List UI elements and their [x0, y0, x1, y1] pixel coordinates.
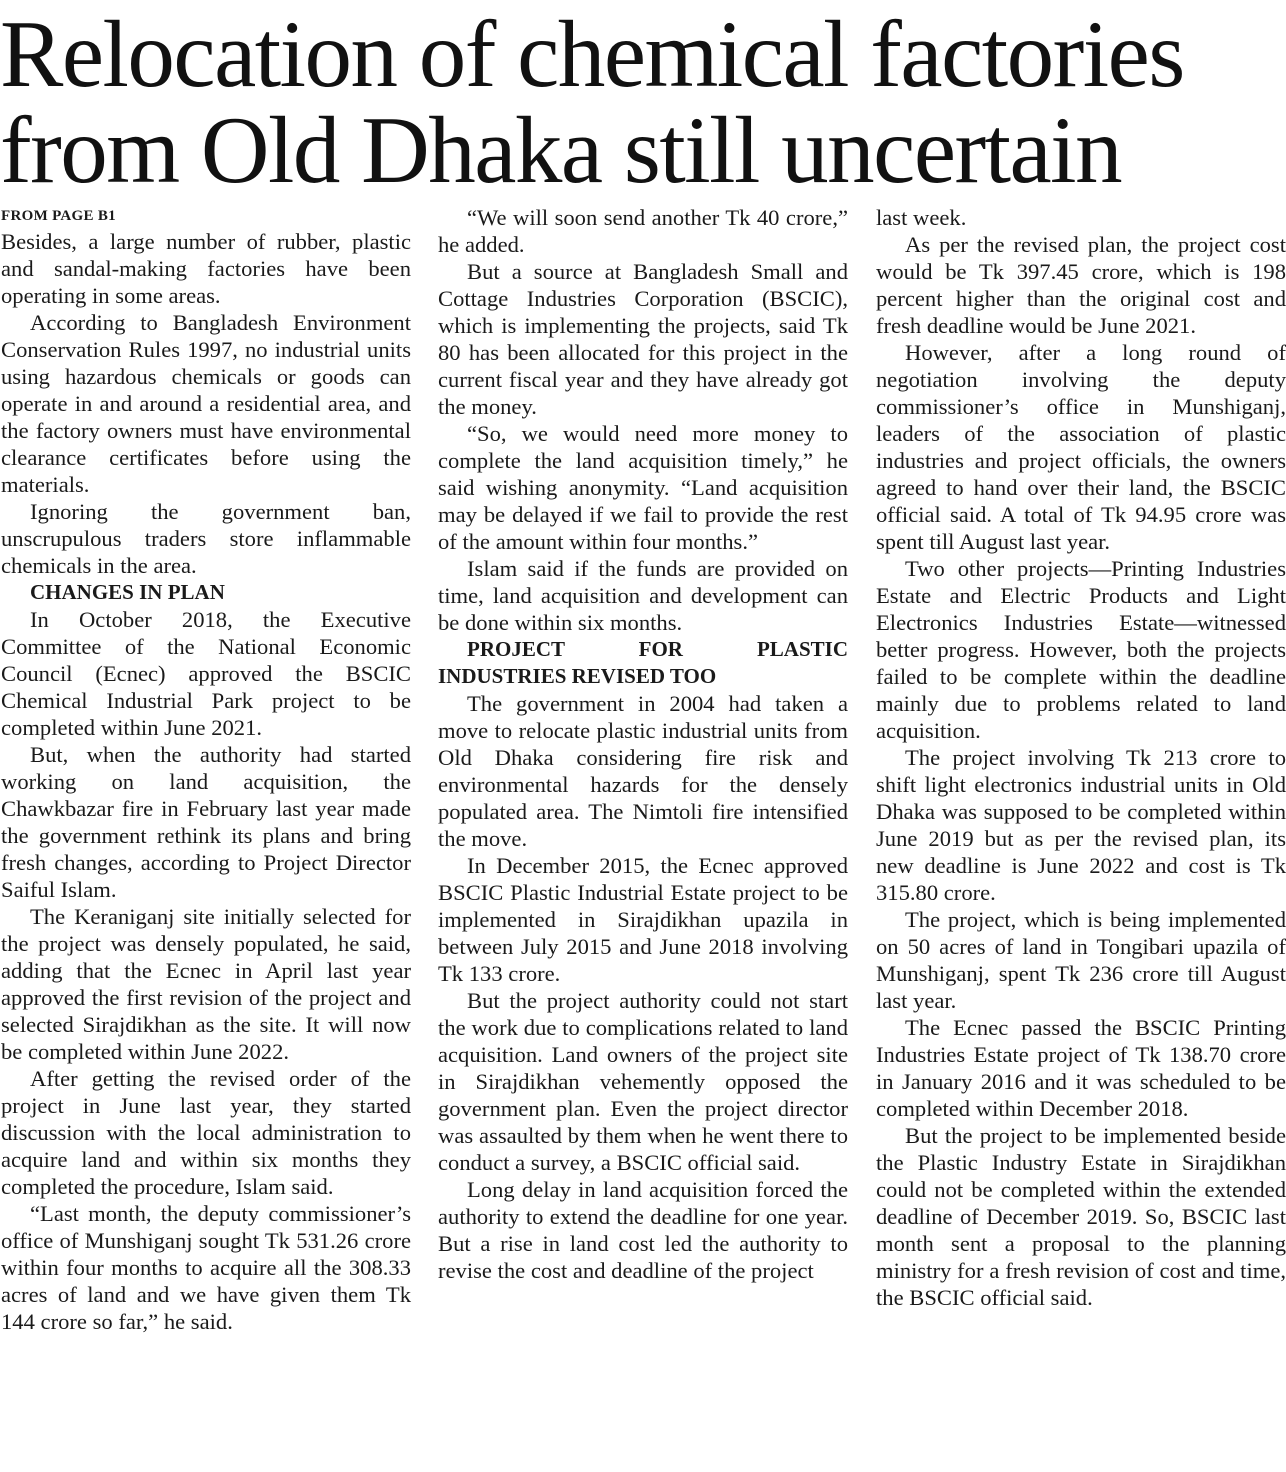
headline	[0, 1, 1286, 203]
paragraph: Long delay in land acquisition forced the authority to extend the deadline for one year. But a rise in land cost led the authority to revise the cost and deadline of the project	[438, 1177, 848, 1283]
paragraph: Two other projects—Printing Industries Estate and Electric Products and Light Electronics Industries Estate—witnessed better progress. However, both the projects failed to be complete within the deadline mainly due to problems related to land acquisition.	[876, 556, 1286, 743]
paragraph: “So, we would need more money to complete the land acquisition timely,” he said wishing anonymity. “Land acquisition may be delayed if we fail to provide the rest of the amount within four months.”	[438, 421, 848, 554]
article-column-1	[1, 204, 411, 1335]
paragraph: As per the revised plan, the project cost would be Tk 397.45 crore, which is 198 percent higher than the original cost and fresh deadline would be June 2021.	[876, 232, 1286, 338]
jump-kicker: FROM PAGE B1	[1, 208, 116, 224]
paragraph: The project, which is being implemented on 50 acres of land in Tongibari upazila of Munshiganj, spent Tk 236 crore till August last year.	[876, 907, 1286, 1013]
paragraph: According to Bangladesh Environment Conservation Rules 1997, no industrial units using hazardous chemicals or goods can operate in and around a residential area, and the factory owners must have environmental clearance certificates before using the materials.	[1, 310, 411, 497]
paragraph: Ignoring the government ban, unscrupulous traders store inflammable chemicals in the area.	[1, 499, 411, 578]
article-column-2	[438, 204, 848, 1284]
paragraph: The Ecnec passed the BSCIC Printing Industries Estate project of Tk 138.70 crore in January 2016 and it was scheduled to be completed within December 2018.	[876, 1015, 1286, 1121]
subhead-plastic-revised-line-2: INDUSTRIES REVISED TOO	[438, 664, 717, 688]
paragraph: In December 2015, the Ecnec approved BSCIC Plastic Industrial Estate project to be implemented in Sirajdikhan upazila in between July 2015 and June 2018 involving Tk 133 crore.	[438, 853, 848, 986]
paragraph: But the project authority could not start the work due to complications related to land acquisition. Land owners of the project site in Sirajdikhan vehemently opposed the government plan. Even the project director was assaulted by them when he went there to conduct a survey, a BSCIC official said.	[438, 988, 848, 1175]
headline-line-2: from Old Dhaka still uncertain	[0, 97, 1122, 203]
paragraph: After getting the revised order of the project in June last year, they started discussion with the local administration to acquire land and within six months they completed the procedure, Islam said.	[1, 1066, 411, 1199]
paragraph: Besides, a large number of rubber, plastic and sandal-making factories have been operating in some areas.	[1, 229, 411, 308]
paragraph: But a source at Bangladesh Small and Cottage Industries Corporation (BSCIC), which is implementing the projects, said Tk 80 has been allocated for this project in the current fiscal year and they have already got the money.	[438, 259, 848, 419]
subhead-changes-in-plan: CHANGES IN PLAN	[30, 580, 225, 604]
paragraph: But the project to be implemented beside the Plastic Industry Estate in Sirajdikhan could not be completed within the extended deadline of December 2019. So, BSCIC last month sent a proposal to the planning ministry for a fresh revision of cost and time, the BSCIC official said.	[876, 1123, 1286, 1310]
subhead-plastic-revised-line-1: PROJECT FOR PLASTIC	[467, 637, 848, 661]
headline-line-1: Relocation of chemical factories	[0, 1, 1184, 107]
paragraph: Islam said if the funds are provided on time, land acquisition and development can be done within six months.	[438, 556, 848, 635]
article-column-3	[876, 204, 1286, 1311]
paragraph: In October 2018, the Executive Committee of the National Economic Council (Ecnec) approved the BSCIC Chemical Industrial Park project to be completed within June 2021.	[1, 607, 411, 740]
paragraph: last week.	[876, 205, 967, 230]
paragraph: “Last month, the deputy commissioner’s office of Munshiganj sought Tk 531.26 crore within four months to acquire all the 308.33 acres of land and we have given them Tk 144 crore so far,” he said.	[1, 1201, 411, 1334]
paragraph: But, when the authority had started working on land acquisition, the Chawkbazar fire in February last year made the government rethink its plans and bring fresh changes, according to Project Director Saiful Islam.	[1, 742, 411, 902]
paragraph: The project involving Tk 213 crore to shift light electronics industrial units in Old Dhaka was supposed to be completed within June 2019 but as per the revised plan, its new deadline is June 2022 and cost is Tk 315.80 crore.	[876, 745, 1286, 905]
paragraph: The Keraniganj site initially selected for the project was densely populated, he said, adding that the Ecnec in April last year approved the first revision of the project and selected Sirajdikhan as the site. It will now be completed within June 2022.	[1, 904, 411, 1064]
paragraph: The government in 2004 had taken a move to relocate plastic industrial units from Old Dhaka considering fire risk and environmental hazards for the densely populated area. The Nimtoli fire intensified the move.	[438, 691, 848, 851]
paragraph: “We will soon send another Tk 40 crore,” he added.	[438, 205, 848, 257]
paragraph: However, after a long round of negotiation involving the deputy commissioner’s office in Munshiganj, leaders of the association of plastic industries and project officials, the owners agreed to hand over their land, the BSCIC official said. A total of Tk 94.95 crore was spent till August last year.	[876, 340, 1286, 554]
